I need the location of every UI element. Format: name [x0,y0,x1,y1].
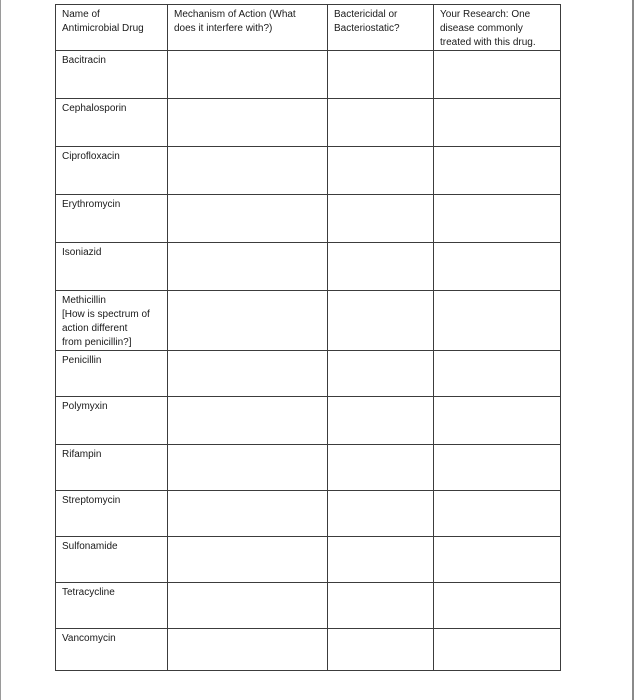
mechanism-cell[interactable] [168,51,328,99]
bactericidal-cell[interactable] [328,291,434,351]
drug-name-cell-text: Streptomycin [62,495,121,506]
drug-name-cell [56,51,168,99]
drug-name-cell-text: Rifampin [62,449,102,460]
drug-name-cell-text: Ciprofloxacin [62,151,120,162]
mechanism-cell[interactable] [168,243,328,291]
table-row [56,445,561,491]
bactericidal-cell[interactable] [328,537,434,583]
bactericidal-cell[interactable] [328,99,434,147]
drug-name-cell [56,243,168,291]
table-row [56,537,561,583]
bactericidal-cell[interactable] [328,351,434,397]
drug-name-cell [56,147,168,195]
mechanism-cell[interactable] [168,537,328,583]
drug-name-cell [56,491,168,537]
mechanism-cell[interactable] [168,147,328,195]
header-drug-name [56,5,168,51]
research-cell[interactable] [434,195,561,243]
research-cell[interactable] [434,629,561,671]
header-bactericidal-text: Bactericidal or Bacteriostatic? [334,9,400,34]
mechanism-cell[interactable] [168,99,328,147]
mechanism-cell[interactable] [168,351,328,397]
table-header [56,5,561,51]
research-cell[interactable] [434,537,561,583]
header-drug-name-text: Name of Antimicrobial Drug [62,9,144,34]
table-row [56,243,561,291]
drug-name-cell [56,99,168,147]
research-cell[interactable] [434,291,561,351]
drug-name-cell [56,445,168,491]
research-cell[interactable] [434,491,561,537]
mechanism-cell[interactable] [168,397,328,445]
table-row [56,195,561,243]
drug-name-cell [56,583,168,629]
research-cell[interactable] [434,243,561,291]
table-row [56,583,561,629]
mechanism-cell[interactable] [168,445,328,491]
bactericidal-cell[interactable] [328,445,434,491]
table-row [56,491,561,537]
drug-name-cell [56,397,168,445]
table-row [56,291,561,351]
drug-name-cell-text: Erythromycin [62,199,121,210]
table-row [56,397,561,445]
mechanism-cell[interactable] [168,583,328,629]
drug-name-cell [56,291,168,351]
mechanism-cell[interactable] [168,629,328,671]
header-bactericidal [328,5,434,51]
bactericidal-cell[interactable] [328,491,434,537]
drug-name-cell-text: Penicillin [62,355,102,366]
table-body [56,51,561,671]
research-cell[interactable] [434,397,561,445]
drug-name-cell-text: Methicillin [How is spectrum of action different from penicillin?] [62,295,150,348]
table-row [56,99,561,147]
research-cell[interactable] [434,51,561,99]
drug-name-cell [56,195,168,243]
research-cell[interactable] [434,445,561,491]
header-row [56,5,561,51]
research-cell[interactable] [434,99,561,147]
header-mechanism [168,5,328,51]
research-cell[interactable] [434,147,561,195]
bactericidal-cell[interactable] [328,243,434,291]
bactericidal-cell[interactable] [328,147,434,195]
drug-name-cell-text: Sulfonamide [62,541,118,552]
drug-name-cell [56,537,168,583]
table-row [56,51,561,99]
table-row [56,351,561,397]
drug-name-cell-text: Bacitracin [62,55,106,66]
research-cell[interactable] [434,583,561,629]
drug-name-cell-text: Tetracycline [62,587,115,598]
bactericidal-cell[interactable] [328,629,434,671]
bactericidal-cell[interactable] [328,397,434,445]
mechanism-cell[interactable] [168,491,328,537]
mechanism-cell[interactable] [168,291,328,351]
antimicrobial-drug-table [55,4,561,671]
header-research-text: Your Research: One disease commonly treated with this drug. [440,9,536,48]
mechanism-cell[interactable] [168,195,328,243]
table-row [56,147,561,195]
research-cell[interactable] [434,351,561,397]
header-mechanism-text: Mechanism of Action (What does it interfere with?) [174,9,296,34]
header-research [434,5,561,51]
drug-name-cell-text: Isoniazid [62,247,102,258]
drug-name-cell [56,629,168,671]
drug-name-cell [56,351,168,397]
bactericidal-cell[interactable] [328,195,434,243]
bactericidal-cell[interactable] [328,583,434,629]
drug-name-cell-text: Polymyxin [62,401,108,412]
drug-name-cell-text: Cephalosporin [62,103,127,114]
drug-name-cell-text: Vancomycin [62,633,116,644]
bactericidal-cell[interactable] [328,51,434,99]
table-row [56,629,561,671]
